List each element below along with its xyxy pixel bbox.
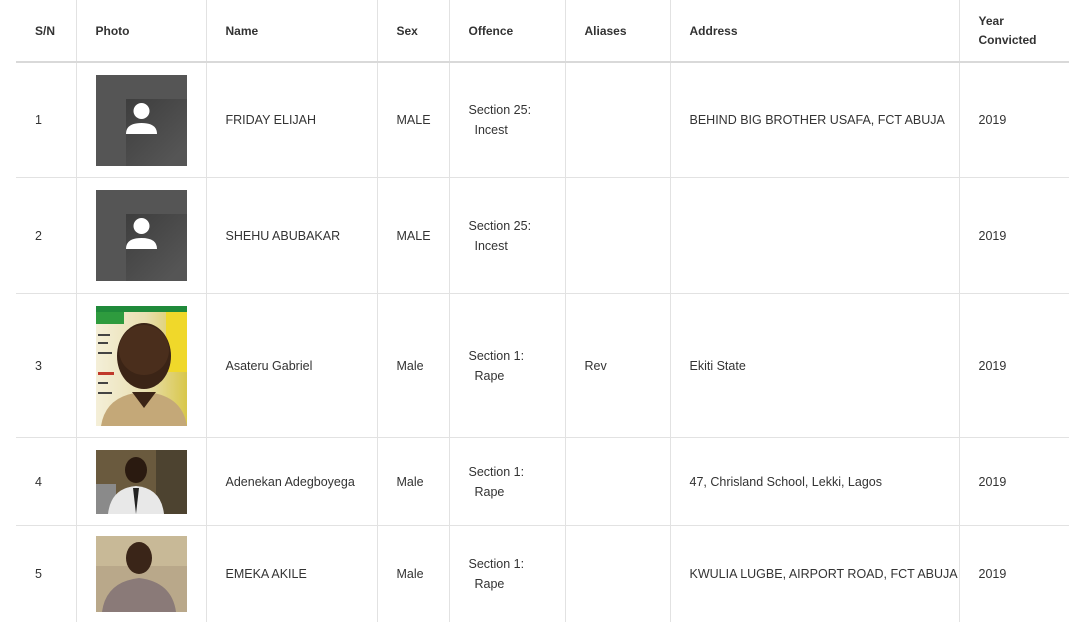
- cell-offence: [449, 294, 565, 438]
- cell-sex: Male: [377, 438, 449, 526]
- portrait-image: [96, 450, 187, 514]
- cell-photo: [76, 294, 206, 438]
- cell-offence: [449, 178, 565, 294]
- portrait-image: [96, 306, 187, 426]
- cell-sn: 4: [16, 438, 76, 526]
- avatar-placeholder[interactable]: [96, 75, 187, 166]
- cell-address: Ekiti State: [670, 294, 959, 438]
- cell-name: EMEKA AKILE: [206, 526, 377, 622]
- cell-offence: [449, 526, 565, 622]
- portrait-image: [96, 536, 187, 612]
- cell-photo: [76, 438, 206, 526]
- column-header-photo[interactable]: Photo: [76, 0, 206, 62]
- cell-address: [670, 178, 959, 294]
- column-header-sn[interactable]: S/N: [16, 0, 76, 62]
- cell-year: 2019: [978, 567, 1007, 581]
- table-header: [16, 0, 1069, 62]
- cell-name: Adenekan Adegboyega: [206, 438, 377, 526]
- offence-type: Incest: [474, 123, 508, 137]
- cell-aliases: [565, 178, 670, 294]
- cell-offence: [449, 62, 565, 178]
- offence-section: Section 25:: [468, 218, 532, 233]
- column-header-offence[interactable]: Offence: [449, 0, 565, 62]
- cell-address: 47, Chrisland School, Lekki, Lagos: [670, 438, 959, 526]
- cell-address: KWULIA LUGBE, AIRPORT ROAD, FCT ABUJA: [670, 526, 959, 622]
- cell-year: 2019: [959, 294, 1069, 438]
- cell-aliases: Rev: [565, 294, 670, 438]
- column-header-year-convicted[interactable]: [959, 0, 1069, 62]
- cell-offence: [449, 438, 565, 526]
- offender-photo[interactable]: [96, 306, 187, 426]
- header-row: [16, 0, 1069, 62]
- offence-section: Section 1:: [468, 348, 525, 363]
- cell-sex: Male: [377, 294, 449, 438]
- cell-sex: MALE: [377, 178, 449, 294]
- table-row[interactable]: [16, 526, 1069, 622]
- table-row[interactable]: [16, 438, 1069, 526]
- year-header-line1: Year: [978, 14, 1004, 28]
- cell-sex: MALE: [377, 62, 449, 178]
- cell-aliases: [565, 438, 670, 526]
- avatar-placeholder[interactable]: [96, 190, 187, 281]
- cell-year: 2019: [959, 438, 1069, 526]
- column-header-address[interactable]: Address: [670, 0, 959, 62]
- column-header-aliases[interactable]: Aliases: [565, 0, 670, 62]
- cell-sex: Male: [377, 526, 449, 622]
- offence-section: Section 25:: [468, 103, 532, 117]
- cell-photo: [76, 526, 206, 622]
- cell-aliases: [565, 526, 670, 622]
- table-row[interactable]: [16, 62, 1069, 178]
- offence-type: Rape: [474, 368, 505, 383]
- column-header-sex[interactable]: Sex: [377, 0, 449, 62]
- offender-photo[interactable]: [96, 450, 187, 514]
- cell-sn: 5: [16, 526, 76, 622]
- cell-address: BEHIND BIG BROTHER USAFA, FCT ABUJA: [670, 62, 959, 178]
- cell-sn: 3: [16, 294, 76, 438]
- offender-photo[interactable]: [96, 536, 187, 612]
- table-body: [16, 62, 1069, 622]
- cell-aliases: [565, 62, 670, 178]
- offender-register-table: [16, 0, 1069, 622]
- cell-year: 2019: [959, 62, 1069, 178]
- offence-section: Section 1:: [468, 464, 525, 479]
- person-icon: [96, 190, 187, 281]
- table-row[interactable]: [16, 178, 1069, 294]
- cell-photo: [76, 178, 206, 294]
- cell-name: FRIDAY ELIJAH: [206, 62, 377, 178]
- offence-type: Incest: [474, 238, 508, 253]
- cell-name: SHEHU ABUBAKAR: [206, 178, 377, 294]
- cell-sn: 1: [16, 62, 76, 178]
- column-header-name[interactable]: Name: [206, 0, 377, 62]
- offence-type: Rape: [474, 484, 505, 499]
- person-icon: [96, 75, 187, 166]
- cell-year: 2019: [959, 178, 1069, 294]
- cell-sn: 2: [16, 178, 76, 294]
- year-header-line2: Convicted: [978, 33, 1037, 47]
- offence-type: Rape: [474, 577, 505, 591]
- cell-photo: [76, 62, 206, 178]
- offence-section: Section 1:: [468, 557, 525, 571]
- cell-name: Asateru Gabriel: [206, 294, 377, 438]
- table-row[interactable]: [16, 294, 1069, 438]
